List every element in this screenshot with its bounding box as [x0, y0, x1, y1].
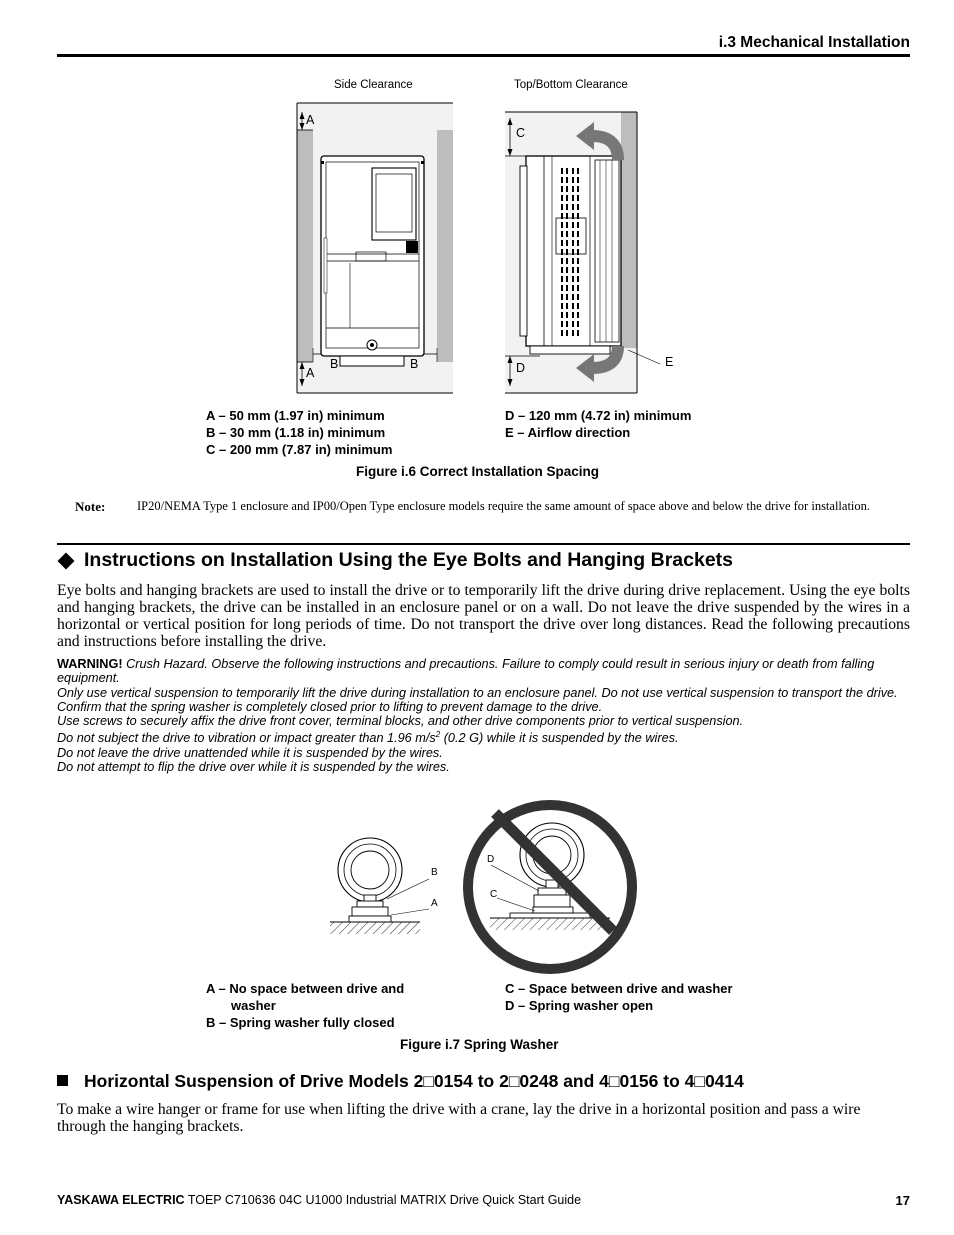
letter-a-bottom: A: [306, 366, 315, 380]
letter-b-right: B: [410, 357, 419, 371]
topbottom-clearance-diagram: [505, 112, 660, 393]
legend2-item-a-cont: washer: [231, 998, 276, 1013]
warning-line-vibration: Do not subject the drive to vibration or impact greater than 1.96 $m/s^2$ (0.2 G) while it is suspended by the wires.: [57, 730, 679, 746]
legend-item-b: B – 30 mm (1.18 in) minimum: [206, 425, 386, 440]
correct-spring-washer: [330, 838, 429, 934]
section-heading-text: Instructions on Installation Using the Eye Bolts and Hanging Brackets: [84, 549, 734, 571]
legend-item-a: A – 50 mm (1.97 in) minimum: [206, 408, 385, 423]
prohibited-spring-washer: [468, 805, 632, 969]
letter-b-fig2: B: [431, 867, 438, 878]
side-clearance-label: Side Clearance: [334, 79, 413, 91]
section-paragraph: Eye bolts and hanging brackets are used to install the drive or to temporarily lift the drive during drive replacement. Using the eye bolts and hanging brackets, the drive can be installed in an enclosure panel or on a wall. Do not leave the drive suspended by the wires in a horizontal or vertical position for long periods of time. Do not transport the drive over long distances. Read the following precautions and instructions before installing the drive.: [57, 582, 910, 650]
topbottom-clearance-label: Top/Bottom Clearance: [514, 79, 628, 91]
square-bullet-icon: [57, 1075, 68, 1086]
spring-washer-figure: [325, 795, 645, 980]
footer-doc: TOEP C710636 04C U1000 Industrial MATRIX Drive Quick Start Guide: [184, 1193, 582, 1207]
subsection-heading-text: Horizontal Suspension of Drive Models 2□0154 to 2□0248 and 4□0156 to 4□0414: [84, 1071, 744, 1091]
section-header: i.3 Mechanical Installation: [718, 34, 910, 51]
legend-item-d: D – 120 mm (4.72 in) minimum: [505, 408, 692, 423]
letter-a-fig2: A: [431, 898, 438, 909]
warning-line-3: Use screws to securely affix the drive front cover, terminal blocks, and other drive components prior to vertical suspension.: [57, 714, 744, 729]
figure1-caption: Figure i.6 Correct Installation Spacing: [356, 464, 600, 479]
installation-spacing-figure: [290, 98, 670, 398]
legend2-item-b: B – Spring washer fully closed: [206, 1015, 395, 1030]
figure1-legend-left: [206, 407, 392, 458]
warning-line-2: Confirm that the spring washer is completely closed prior to lifting to prevent damage to the drive.: [57, 699, 603, 714]
note-label: Note:: [75, 499, 106, 514]
warning-line-1: Only use vertical suspension to temporarily lift the drive during installation to an enclosure panel. Do not use vertical suspension to transport the drive.: [57, 685, 898, 700]
side-clearance-diagram: [297, 103, 453, 393]
warning-line-6: Do not attempt to flip the drive over while it is suspended by the wires.: [57, 760, 450, 775]
legend2-item-d: D – Spring washer open: [505, 998, 654, 1013]
warning-block: [57, 657, 915, 775]
letter-d: D: [516, 361, 526, 375]
figure2-caption: Figure i.7 Spring Washer: [400, 1037, 559, 1052]
figure2-legend-right: [505, 980, 733, 1014]
note-text: IP20/NEMA Type 1 enclosure and IP00/Open Type enclosure models require the same amount of space above and below the drive for installation.: [137, 499, 871, 513]
legend2-item-a: A – No space between drive and: [206, 981, 405, 996]
warning-label: WARNING!: [57, 657, 123, 671]
warning-line-5: Do not leave the drive unattended while it is suspended by the wires.: [57, 746, 443, 761]
warning-lead: Crush Hazard. Observe the following instructions and precautions. Failure to comply could result in serious injury or death from falling equipment.: [57, 657, 875, 686]
letter-e: E: [665, 355, 674, 369]
page-number: 17: [895, 1193, 910, 1208]
letter-c: C: [516, 126, 526, 140]
section-heading: [57, 549, 733, 572]
header-rule: [57, 54, 910, 57]
figure1-legend-right: [505, 407, 691, 441]
legend-item-c: C – 200 mm (7.87 in) minimum: [206, 442, 393, 457]
legend2-item-c: C – Space between drive and washer: [505, 981, 733, 996]
diamond-bullet-icon: [58, 552, 75, 569]
letter-b-left: B: [330, 357, 339, 371]
section-rule: [57, 543, 910, 545]
letter-d-fig2: D: [487, 854, 495, 865]
footer-brand: YASKAWA ELECTRIC: [57, 1193, 185, 1207]
letter-c-fig2: C: [490, 889, 498, 900]
footer-text: [57, 1193, 581, 1207]
figure2-legend-left: [206, 980, 404, 1031]
legend-item-e: E – Airflow direction: [505, 425, 631, 440]
subsection-heading: [57, 1071, 744, 1092]
letter-a-top: A: [306, 113, 315, 127]
subsection-paragraph: To make a wire hanger or frame for use when lifting the drive with a crane, lay the drive in a horizontal position and pass a wire through the hanging brackets.: [57, 1101, 861, 1135]
